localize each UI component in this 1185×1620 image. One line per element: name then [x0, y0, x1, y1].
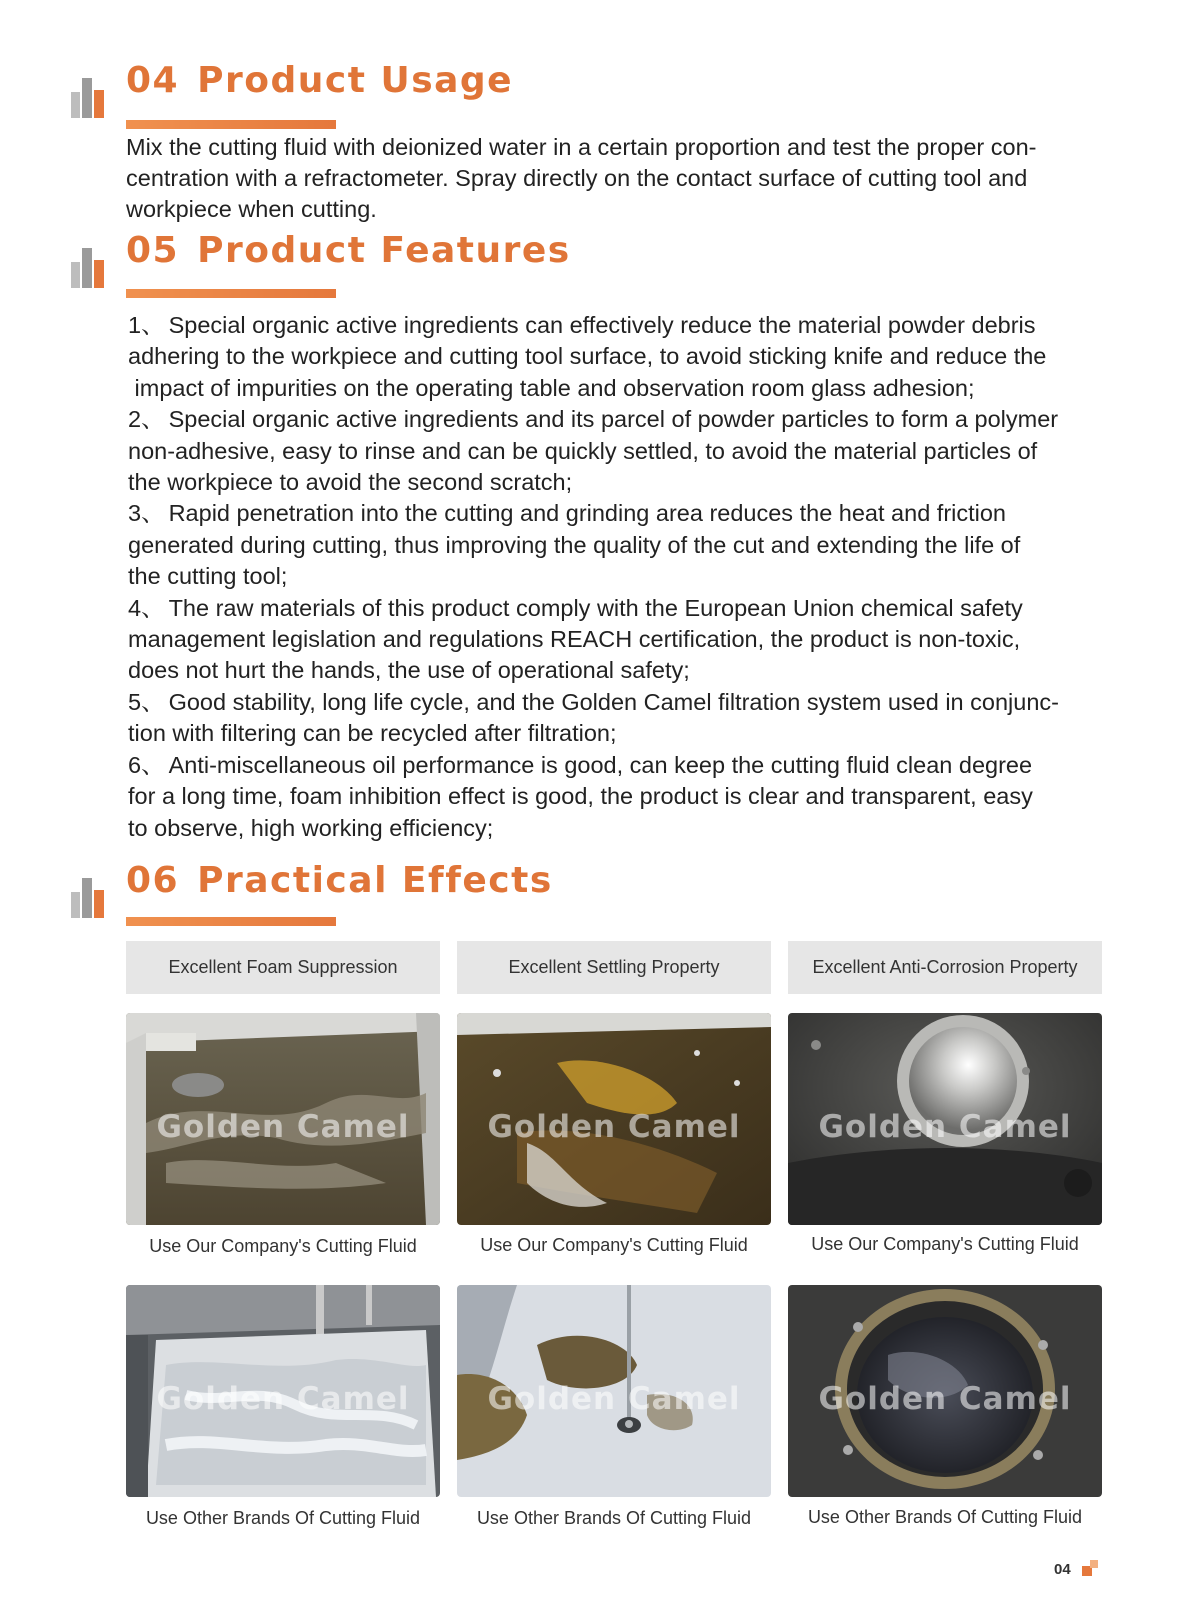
watermark: Golden Camel [487, 1381, 741, 1417]
photo-ours-foam [126, 1013, 440, 1225]
feature-item: 1、 Special organic active ingredients can effectively reduce the material powder debris adhering to the workpiece and cutting tool surface, to avoid sticking knife and reduce the impact of impurities on the operating table and observation room glass adhesion; [128, 312, 1047, 401]
effect-label: Excellent Anti-Corrosion Property [788, 941, 1102, 994]
feature-item: 6、 Anti-miscellaneous oil performance is good, can keep the cutting fluid clean degree for a long time, foam inhibition effect is good, the product is clear and transparent, easy to observe, high working efficiency; [128, 751, 1033, 841]
photo-others-corrosion [788, 1285, 1102, 1497]
bar-chart-icon [71, 78, 107, 118]
bar-chart-icon [71, 248, 107, 288]
section-number: 05 [126, 230, 180, 271]
page-number: 04 [1054, 1561, 1071, 1578]
watermark: Golden Camel [818, 1381, 1072, 1417]
section-underline [126, 917, 336, 926]
watermark: Golden Camel [487, 1109, 741, 1145]
watermark: Golden Camel [156, 1109, 410, 1145]
section-title [126, 860, 553, 901]
section-underline [126, 289, 336, 298]
usage-line: centration with a refractometer. Spray directly on the contact surface of cutting tool and [126, 165, 1028, 191]
photo-caption: Use Other Brands Of Cutting Fluid [145, 1508, 421, 1528]
photo-caption: Use Our Company's Cutting Fluid [480, 1235, 748, 1255]
photo-ours-settling [457, 1013, 771, 1225]
section-title-text: Product Features [197, 230, 571, 271]
photo-others-settling [457, 1285, 771, 1497]
photo-caption: Use Our Company's Cutting Fluid [149, 1236, 417, 1256]
watermark: Golden Camel [156, 1381, 410, 1417]
usage-line: workpiece when cutting. [126, 196, 377, 222]
bar-chart-icon [71, 878, 107, 918]
section-title-text: Product Usage [197, 60, 514, 101]
photo-others-foam [126, 1285, 440, 1497]
section-title-text: Practical Effects [197, 860, 553, 901]
section-title [126, 230, 571, 271]
photo-ours-corrosion [788, 1013, 1102, 1225]
section-number: 06 [126, 860, 180, 901]
feature-item: 4、 The raw materials of this product comply with the European Union chemical safety management legislation and regulations REACH certification, the product is non-toxic, does not hurt the hands, the use of operational safety; [128, 594, 1023, 684]
features-list [128, 310, 1118, 844]
feature-item: 5、 Good stability, long life cycle, and the Golden Camel filtration system used in conjunc- tion with filtering can be recycled after filtration; [128, 688, 1059, 747]
effect-label: Excellent Settling Property [457, 941, 771, 994]
section-title [126, 60, 513, 101]
effect-label: Excellent Foam Suppression [126, 941, 440, 994]
watermark: Golden Camel [818, 1109, 1072, 1145]
usage-paragraph [126, 132, 1111, 225]
photo-caption: Use Other Brands Of Cutting Fluid [807, 1507, 1083, 1527]
usage-line: Mix the cutting fluid with deionized water in a certain proportion and test the proper con- [126, 134, 1037, 160]
feature-item: 3、 Rapid penetration into the cutting and grinding area reduces the heat and friction generated during cutting, thus improving the quality of the cut and extending the life of the cutting tool; [128, 500, 1021, 590]
section-underline [126, 120, 336, 129]
photo-caption: Use Other Brands Of Cutting Fluid [476, 1508, 752, 1528]
photo-caption: Use Our Company's Cutting Fluid [811, 1234, 1079, 1254]
page-mark-icon [1082, 1560, 1100, 1578]
section-number: 04 [126, 60, 180, 101]
feature-item: 2、 Special organic active ingredients and its parcel of powder particles to form a polymer non-adhesive, easy to rinse and can be quickly settled, to avoid the material particles of the workpiece to avoid the second scratch; [128, 406, 1059, 496]
